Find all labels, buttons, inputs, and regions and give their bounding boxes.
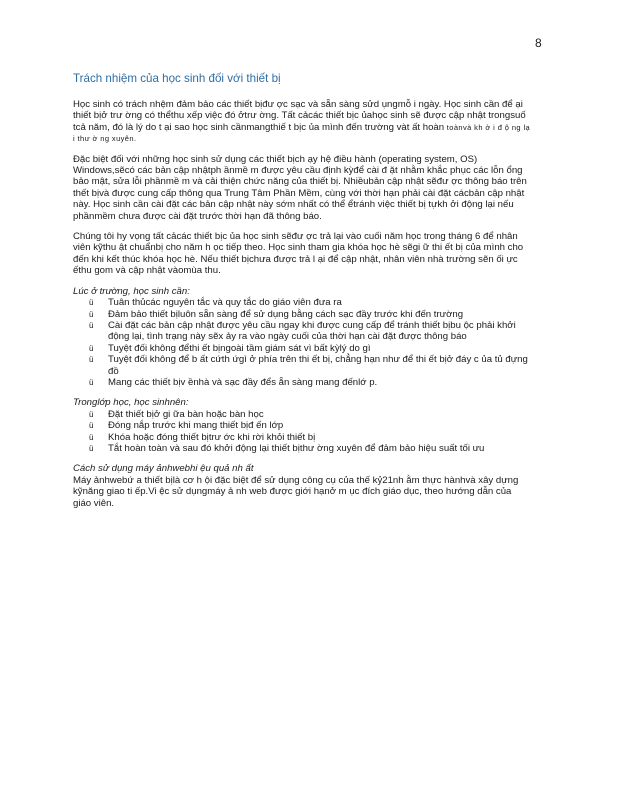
document-body — [73, 72, 531, 518]
checkmark-icon: ü — [89, 320, 94, 330]
list-item — [73, 432, 531, 443]
list-item-text: Cài đặt các bản cập nhật được yêu cầu ngay khi được cung cấp để tránh thiết bịbu ộc phải khởi động lại, tình trạng này sẽx ảy ra vào ngày cuối của thời hạn cài đặt được thông báo — [108, 319, 516, 343]
list-item — [73, 297, 531, 308]
checkmark-icon: ü — [89, 298, 94, 308]
checkmark-icon: ü — [89, 355, 94, 365]
list-item — [73, 377, 531, 388]
paragraph-responsibility — [73, 99, 531, 145]
list-item — [73, 354, 531, 377]
section-heading: Trách nhiệm của học sinh đối với thiết bị — [73, 72, 281, 85]
list-item-text: Tuyệt đối không để b ất cứth ứgì ở phía trên thi ết bị, chẳng hạn như để thi ết bịở đáy c ủa tủ đựng đồ — [108, 354, 528, 377]
list-item-text: Tuyệt đối không đểthi ết bịngoài tầm giám sát vì bất kỳlý do gì — [108, 342, 371, 354]
subheading-in-class: Tronglớp học, học sinhnên: — [73, 397, 189, 409]
paragraph-webcam: Máy ảnhwebứ a thiết bịlà cơ h ội đặc biệt để sử dụng công cụ của thế kỷ21nh ằm thực hànhvà xây dựng kỹnăng giao ti ếp.Vi ệc sử dụngmáy ả nh web được giới hạnở m ục đích giáo dục, theo hướng dẫn của giáo viên. — [73, 474, 519, 509]
list-item — [73, 320, 531, 343]
subheading-webcam: Cách sử dụng máy ảnhwebhi ệu quả nh ất — [73, 463, 254, 475]
checkmark-icon: ü — [89, 421, 94, 431]
list-item-text: Đóng nắp trước khi mang thiết bịđ ến lớp — [108, 420, 284, 432]
checkmark-icon: ü — [89, 377, 94, 387]
page-number: 8 — [535, 36, 542, 50]
list-item — [73, 309, 531, 320]
checkmark-icon: ü — [89, 432, 94, 442]
paragraph-responsibility-tail: toànvà kh ở i đ ộ ng lạ i thư ờ ng xuyên. — [73, 122, 531, 144]
checkmark-icon: ü — [89, 343, 94, 353]
list-item-text: Đảm bảo thiết bịluôn sẵn sàng để sử dụng bằng cách sạc đầy trước khi đến trường — [108, 308, 464, 320]
checkmark-icon: ü — [89, 443, 94, 453]
subheading-at-school: Lúc ở trường, học sinh cần: — [73, 285, 190, 297]
paragraph-responsibility-main: Học sinh có trách nhệm đảm bảo các thiết bịđư ợc sạc và sẵn sàng sửd ụngmỗ i ngày. Học sinh cần để ại thiết bịở trư ờng có thểthu xếp việc đó ởtrư ờng. Tất cảcác thiết bịc ủahọc sinh sẽ được cập nhật trongsuố tcả năm, đó là lý do t ại sao học sinh cầnmangthiế t bịc ủa mình đến trường vàt ất hoàn — [73, 99, 526, 133]
checkmark-icon: ü — [89, 309, 94, 319]
list-item-text: Tuân thủcác nguyên tắc và quy tắc do giáo viên đưa ra — [108, 297, 342, 309]
paragraph-updates: Đặc biệt đối với những học sinh sử dụng các thiết bịch ạy hệ điều hành (operating system, OS) Windows,sẽcó các bản cập nhậtph ầnmề m được yêu cầu định kỳđể cài đ ặt nhằm khắc phục các lỗn ổng bảo mật, sửa lỗi phầnmề m và cải thiện chức năng của thiết bị. Nhiềubản cập nhật sẽđư ợc thông báo trên thết bịvà được cung cấp thông qua Trung Tâm Phần Mềm, cùng với thời hạn phải cài đặt cácbản cập nhật này. Học sinh cần cài đặt các bản cập nhật này sớm nhất có thể ểtránh việc thiết bị tựkh ởi động lại nếu phầnmềm chưa được cài đặt trước thời hạn đã thông báo. — [73, 153, 527, 222]
list-item-text: Đặt thiết bịở gi ữa bàn hoặc bàn học — [108, 408, 264, 420]
paragraph-return: Chúng tôi hy vọng tất cảcác thiết bịc ủa học sinh sẽđư ợc trả lại vào cuối năm học trong tháng 6 để nhân viên kỹthu ật chuẩnbị cho năm h ọc tiếp theo. Học sinh tham gia khóa học hè sẽgi ữ thi ết bị của mình cho đến khi kết thúc khóa học hè. Nếu thiết bịchưa được trả l ại để cập nhật, nhân viên nhà trường sẽn ối ực ếthu gom và cập nhật vàomùa thu. — [73, 231, 524, 277]
list-item — [73, 343, 531, 354]
list-item — [73, 409, 531, 420]
list-item-text: Mang các thiết bịv ềnhà và sạc đầy đểs ẵn sàng mang đếnlớ p. — [108, 376, 378, 388]
list-item-text: Khóa hoặc đóng thiết bịtrư ớc khi rời khỏi thiết bị — [108, 431, 316, 443]
list-item — [73, 443, 531, 454]
list-item-text: Tắt hoàn toàn và sau đó khởi động lại thiết bịthư ờng xuyên để đảm bảo hiệu suất tối ưu — [108, 442, 485, 454]
list-at-school — [73, 297, 531, 388]
list-item — [73, 420, 531, 431]
list-in-class — [73, 409, 531, 455]
checkmark-icon: ü — [89, 409, 94, 419]
